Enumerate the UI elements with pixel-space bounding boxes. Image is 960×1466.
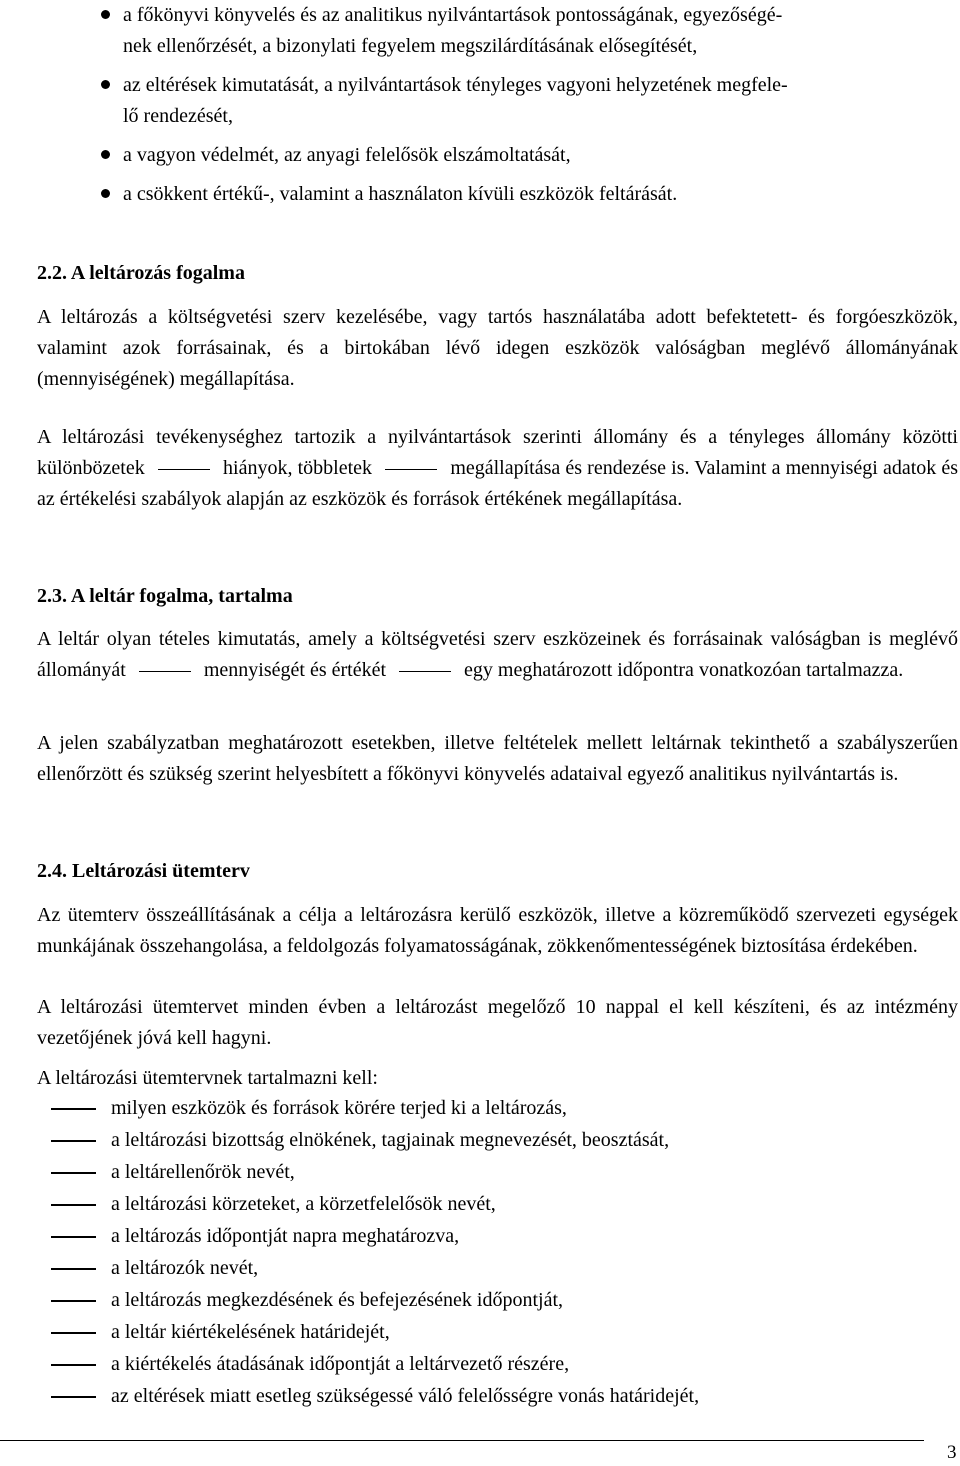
section-heading-2-4: 2.4. Leltározási ütemterv [37,860,250,882]
list-item-text: a leltározás megkezdésének és befejezésének időpontját, [111,1289,564,1311]
list-item [37,70,958,132]
paragraph: A leltározás a költségvetési szerv kezelésébe, vagy tartós használatába adott befektetett- és forgóeszközök, valamint azok forrásainak, és a birtokában lévő idegen eszközök valóságban meglévő állományának (mennyiségének) megállapítása. [37,306,958,390]
list-item-text: a leltározás időpontját napra meghatározva, [111,1225,460,1247]
paragraph-text: A leltározási tevékenységhez tartozik a nyilvántartások szerinti állomány és a tényleges állomány közötti különbözetek [37,426,958,479]
list-item [37,1156,958,1188]
list-item [37,0,958,62]
dash-icon [51,1172,96,1174]
list-item [37,140,958,171]
paragraph: A leltározási ütemtervnek tartalmazni kell: [37,1067,378,1089]
bullet-text-line1: az eltérések kimutatását, a nyilvántartások tényleges vagyoni helyzetének megfele- [123,74,788,96]
list-item [37,1124,958,1156]
bullet-icon [101,150,110,159]
list-item [37,1348,958,1380]
list-item [37,179,958,210]
list-item [37,1284,958,1316]
list-item-text: a kiértékelés átadásának időpontját a leltárvezető részére, [111,1353,570,1375]
bullet-text-line1: a csökkent értékű-, valamint a használaton kívüli eszközök feltárását. [123,183,678,205]
list-item-text: a leltározási bizottság elnökének, tagjainak megnevezését, beosztását, [111,1129,670,1151]
dash-icon [385,469,437,471]
list-item-text: a leltárellenőrök nevét, [111,1161,295,1183]
list-item [37,1380,958,1412]
bullet-text-line2: lő rendezését, [123,105,233,127]
list-item-text: a leltározási körzeteket, a körzetfelelősök nevét, [111,1193,496,1215]
list-item [37,1220,958,1252]
dash-icon [51,1140,96,1142]
paragraph: Az ütemterv összeállításának a célja a leltározásra kerülő eszközök, illetve a közreműködő szervezeti egységek munkájának összehangolása, a feldolgozás folyamatosságának, zökkenőmentességének biztosítása érdekében. [37,904,958,957]
list-item [37,1252,958,1284]
dash-icon [51,1300,96,1302]
bullet-icon [101,189,110,198]
list-item-text: milyen eszközök és források körére terjed ki a leltározás, [111,1097,567,1119]
dash-icon [51,1332,96,1334]
list-item-text: az eltérések miatt esetleg szükségessé váló felelősségre vonás határidejét, [111,1385,700,1407]
dash-icon [158,469,210,471]
section-heading-2-3: 2.3. A leltár fogalma, tartalma [37,585,293,607]
list-item [37,1092,958,1124]
list-item-text: a leltár kiértékelésének határidejét, [111,1321,390,1343]
bullet-text-line2: nek ellenőrzését, a bizonylati fegyelem megszilárdításának elősegítését, [123,35,698,57]
dash-icon [51,1236,96,1238]
list-item-text: a leltározók nevét, [111,1257,259,1279]
dash-icon [399,671,451,673]
list-item [37,1316,958,1348]
paragraph [37,624,958,686]
dash-icon [51,1204,96,1206]
paragraph-text: mennyiségét és értékét [203,659,387,681]
paragraph: A leltározási ütemtervet minden évben a leltározást megelőző 10 nappal el kell készíteni, és az intézmény vezetőjének jóvá kell hagyni. [37,996,958,1049]
dash-icon [51,1268,96,1270]
dash-icon [51,1108,96,1110]
page-number: 3 [947,1442,957,1463]
paragraph-text: A leltár olyan tételes kimutatás, amely a költségvetési szerv eszközeinek és forrásainak valóságban is meglévő állományát [37,628,958,681]
paragraph-text: hiányok, többletek [223,457,373,479]
dash-icon [51,1364,96,1366]
bullet-icon [101,80,110,89]
dash-icon [139,671,191,673]
bullet-icon [101,10,110,19]
dash-icon [51,1396,96,1398]
dash-list [37,1092,958,1412]
paragraph [37,422,958,515]
paragraph: A jelen szabályzatban meghatározott esetekben, illetve feltételek mellett leltárnak tekinthető a szabályszerűen ellenőrzött és szükség szerint helyesbített a főkönyvi könyvelés adataival egyező analitikus nyilvántartás is. [37,732,958,785]
paragraph-text: egy meghatározott időpontra vonatkozóan tartalmazza. [464,659,904,681]
list-item [37,1188,958,1220]
bullet-text-line1: a főkönyvi könyvelés és az analitikus nyilvántartások pontosságának, egyezőségé- [123,4,783,26]
bullet-text-line1: a vagyon védelmét, az anyagi felelősök elszámoltatását, [123,144,571,166]
bullet-list [37,0,958,210]
footer-divider [0,1440,924,1441]
section-heading-2-2: 2.2. A leltározás fogalma [37,262,245,284]
paragraph-text: megállapítása és rendezése is. Valamint a mennyiségi adatok és az értékelési szabályok alapján az eszközök és források értékének megállapítása. [37,457,959,510]
